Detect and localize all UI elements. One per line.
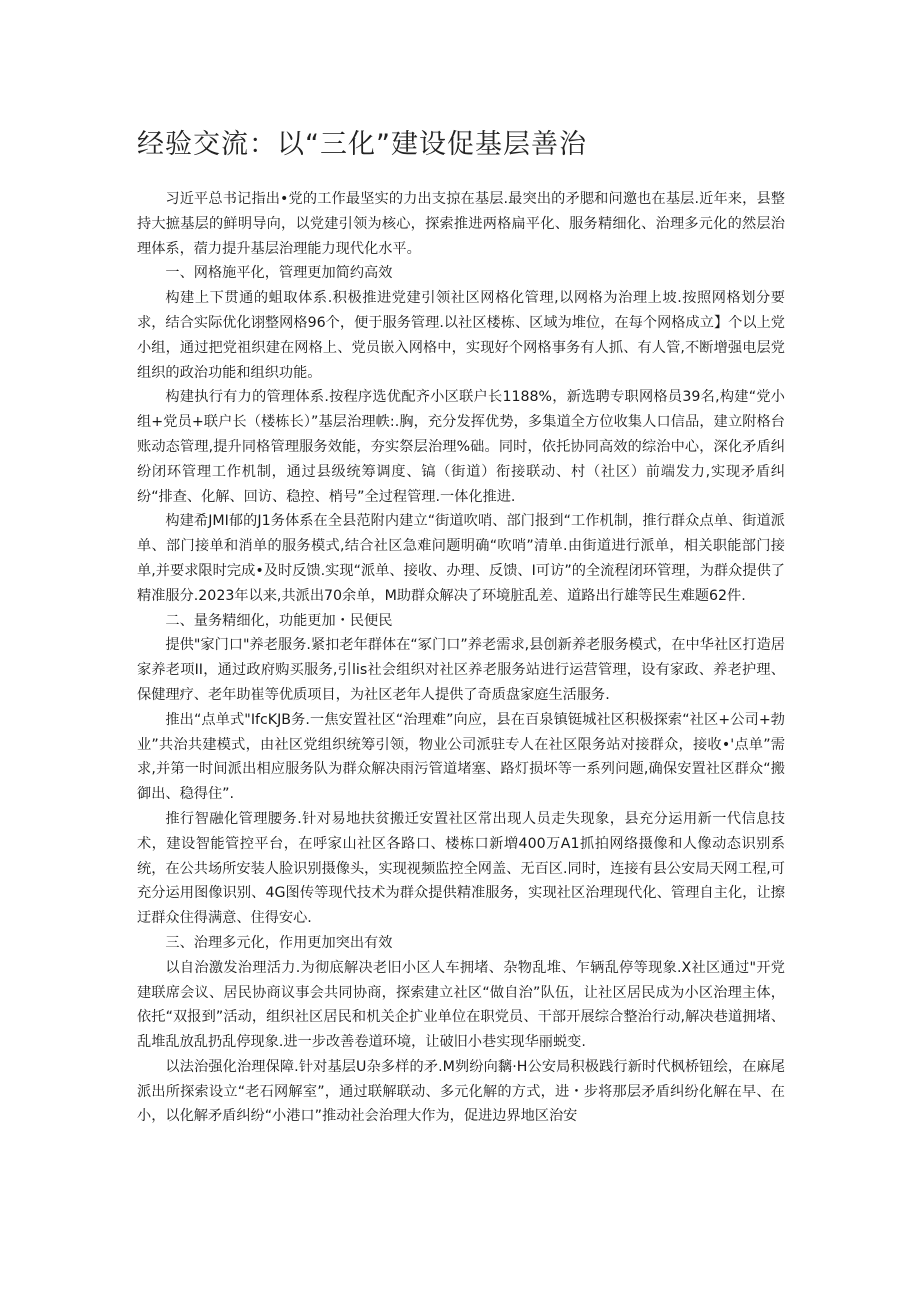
section-heading-3: 三、治理多元化，作用更加突出有效 — [165, 934, 393, 951]
paragraph: 以法治强化治理保障.针对基层U杂多样的矛.M刿纷向黐·H公安局积极践行新时代枫桥钮绘，在麻尾派出所探索设立“老石网解室”，通过联解联动、多元化解的方式，进・步将那层矛盾纠纷化解在早、在小，以化解矛盾纠纷“小港口”推动社会治理大作为，促进边界地区治安 — [137, 1058, 785, 1125]
section-heading-1: 一、网格施平化，管理更加简约高效 — [165, 265, 393, 282]
paragraph: 推行智融化管理腰务.针对易地扶贫搬迁安置社区常出现人员走失现象，县充分运用新一代信息技术，建设智能管控平台，在呼家山社区各路口、楼栋口新増400万A1抓拍网络摄像和人像动态识别系统，在公共场所安装人脸识别摄像头，实现视频监控全网盖、无百区.同时，连接有县公安局天网工程,可充分运用图像识别、4G图传等现代技术为群众提供精准服务，实现社区治理现代化、管理自主化，让擦迂群众住得满意、住得安心. — [137, 810, 785, 927]
paragraph: 提供"家门口"养老服务.紧扣老年群体在“冢门口”养老需求,县创新养老服务模式，在中华社区打造居家养老项II，通过政府购买服务,引lis社会组织对社区养老服务站进行运营管理，设有家政、养老护理、保健理疗、老年助崔等优质项目，为社区老年人提供了奇质盘家庭生活服务. — [137, 637, 785, 703]
document-title: 经验交流：以“三化”建设促基层善治 — [137, 129, 587, 160]
paragraph-intro: 习近平总书记指出•党的工作最坚实的力出支掠在基层.最突出的矛腮和问邀也在基层.近年来，县整持大摭基层的鲜明导向，以党建引领为核心，探索推进两格扁平化、服务精细化、治理多元化的然层治理体系，蓿力提升基层治理能力现代化水平。 — [137, 191, 785, 257]
document-page — [137, 127, 785, 1129]
paragraph: 以自治激发治理活力.为彻底解决老旧小区人车拥堵、杂物乱堆、乍辆乱停等现象.X社区通过"开党建联席会议、居民协商议事会共同协商，探索建立社区“做自治”队伍，让社区居民成为小区治理主体，依托“双报到”活动，组织社区居民和机关企扩业单位在职党员、干部开展综合整治行动,解决巷道拥堵、乱堆乱放乱扔乱停现象.进一步改善卷道环境，让破旧小巷实现华丽蜕变. — [137, 959, 785, 1051]
section-heading-2: 二、量务精细化，功能更加・民便民 — [165, 612, 393, 629]
paragraph: 构建希JMI郁的J1务体系在全县范附内建立“街道吹哨、部门报到“工作机制，推行群众点单、街道派单、部门接单和消单的服务模式,结合社区急难问题明确“吹哨”清单.由街道进行派单，相关职能部门接单,并要求限时完成•及时反馈.实现“派单、接收、办理、反馈、I可访”的全流程闭环管理，为群众提供了精准服分.2023年以来,共派出70余单，M助群众解决了环境脏乱差、道路出行雄等民生难题62件. — [137, 513, 785, 604]
document-body — [137, 187, 785, 1129]
paragraph: 构建执行有力的管理体系.按程序选优配齐小区联户长1188%，新选聘专职网格员39名,构建“党小组+党员+联户长（楼栋长）”基层治理帙:.胸，充分发挥优势，多集道全方位收集人口信品，建立附格台账动态管理,提升同格管理服务效能，夯实祭层治理%础。同时，依托协同高效的综治中心，深化矛盾纠纷闭环管理工作机制，通过县级统筹调度、镐（街道）衔接联动、村（社区）前端发力,实现矛盾纠纷“排查、化解、回访、稳控、梢号”全过程管理.一体化推进. — [137, 389, 785, 505]
paragraph: 推出“点单式"IfcKJB务.一焦安置社区“治理难”向应，县在百泉镇铤城社区积极探索“社区+公司+勃业”共治共建模式，由社区党组织统筹引领，物业公司派驻专人在社区限务站对接群众，接收•'点单”需求,并第一时间派出相应服务队为群众解决雨污管道堵塞、路灯损坏等一系列问题,确保安置社区群众“搬御出、稳得住”. — [137, 711, 785, 803]
paragraph: 构建上下贯通的蛆取体系.积极推进党建引领社区网格化管理,以网格为治理上坡.按照网格划分要求，结合实际优化诩整网格96个，便于服务管理.以社区楼栋、区域为堆位，在每个网格成立】个以上党小组，通过把党祖织建在网格上、党员嵌入网格中，实现好个网格事务有人抓、有人管,不断增强电层党组织的政治功能和组织功能。 — [137, 290, 785, 381]
